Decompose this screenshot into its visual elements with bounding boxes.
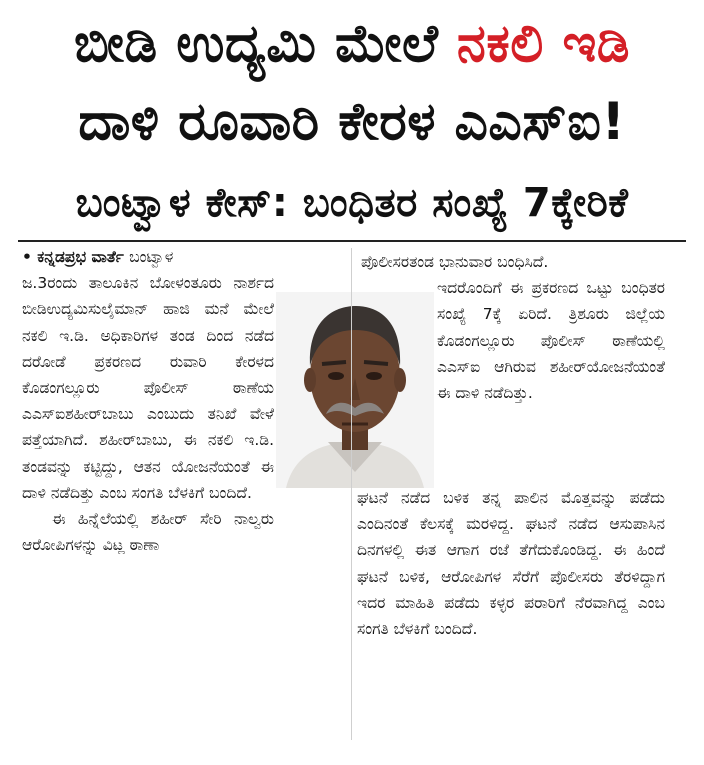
- article-paragraph-3: ಇದರೊಂದಿಗೆ ಈ ಪ್ರಕರಣದ ಒಟ್ಟು ಬಂಧಿತರ ಸಂಖ್ಯೆ 7ಕ್ಕೆ ಏರಿದೆ. ತ್ರಿಶೂರು ಜಿಲ್ಲೆಯ ಕೊಡಂಗಲ್ಲೂರು ಪೊಲೀಸ್ ಠಾಣೆಯಲ್ಲಿ ಎಎಸ್ಐ ಆಗಿರುವ ಶಹೀರ್‌ಯೋಜನೆಯಂತೆ ಈ ದಾಳಿ ನಡೆದಿತ್ತು.: [437, 279, 665, 403]
- headline-part-red: ನಕಲಿ ಇಡಿ: [456, 14, 631, 74]
- article-paragraph-3-first-line: ಪೊಲೀಸರತಂಡ ಭಾನುವಾರ ಬಂಧಿಸಿದೆ.: [361, 253, 549, 271]
- headline-line-1: [0, 12, 704, 76]
- accused-photo: [276, 292, 434, 488]
- article-column-right-bottom: [357, 485, 665, 642]
- article-column-right-top: [361, 249, 665, 406]
- byline: [22, 244, 274, 270]
- column-divider: [351, 248, 352, 740]
- headline-divider: [18, 240, 686, 242]
- article-paragraph-2: ಈ ಹಿನ್ನೆಲೆಯಲ್ಲಿ ಶಹೀರ್ ಸೇರಿ ನಾಲ್ವರು ಆರೋಪಿಗಳನ್ನು ವಿಟ್ಲ ಠಾಣಾ: [22, 510, 274, 555]
- article-column-left: [22, 244, 274, 558]
- portrait-illustration: [276, 292, 434, 488]
- headline-line-2: ದಾಳಿ ರೂವಾರಿ ಕೇರಳ ಎಎಸ್‌ಐ!: [78, 92, 626, 152]
- article-paragraph-4: ಘಟನೆ ನಡೆದ ಬಳಿಕ ತನ್ನ ಪಾಲಿನ ಮೊತ್ತವನ್ನು ಪಡೆದು ಎಂದಿನಂತೆ ಕೆಲಸಕ್ಕೆ ಮರಳಿದ್ದ. ಘಟನೆ ನಡೆದ ಆಸುಪಾಸಿನ ದಿನಗಳಲ್ಲಿ ಈತ ಆಗಾಗ ರಜೆ ತೆಗೆದುಕೊಂಡಿದ್ದ. ಈ ಹಿಂದೆ ಘಟನೆ ಬಳಿಕ, ಆರೋಪಿಗಳ ಸೆರೆಗೆ ಪೊಲೀಸರು ತೆರಳಿದ್ದಾಗ ಇದರ ಮಾಹಿತಿ ಪಡೆದು ಕಳ್ಳರ ಪರಾರಿಗೆ ನೆರವಾಗಿದ್ದ ಎಂಬ ಸಂಗತಿ ಬೆಳಕಿಗೆ ಬಂದಿದೆ.: [357, 489, 665, 639]
- article-paragraph-1: ಜ.3ರಂದು ತಾಲೂಕಿನ ಬೋಳಂತೂರು ನಾರ್ಶದ ಬೀಡಿಉದ್ಯಮಿಸುಲೈಮಾನ್ ಹಾಜಿ ಮನೆ ಮೇಲೆ ನಕಲಿ ಇ.ಡಿ. ಅಧಿಕಾರಿಗಳ ತಂಡ ದಿಂದ ನಡೆದ ದರೋಡೆ ಪ್ರಕರಣದ ರುವಾರಿ ಕೇರಳದ ಕೊಡಂಗಲ್ಲೂರು ಪೊಲೀಸ್ ಠಾಣೆಯ ಎಎಸ್ಐಶಹೀರ್‌ಬಾಬು ಎಂಬುದು ತನಿಖೆ ವೇಳೆ ಪತ್ತೆಯಾಗಿದೆ. ಶಹೀರ್‌ಬಾಬು, ಈ ನಕಲಿ ಇ.ಡಿ. ತಂಡವನ್ನು ಕಟ್ಟಿದ್ದು, ಆತನ ಯೋಜನೆಯಂತೆ ಈ ದಾಳಿ ನಡೆದಿತ್ತು ಎಂಬ ಸಂಗತಿ ಬೆಳಕಿಗೆ ಬಂದಿದೆ.: [22, 274, 274, 502]
- byline-source: • ಕನ್ನಡಪ್ರಭ ವಾರ್ತೆ: [22, 248, 124, 266]
- headline-part-black: ಬೀಡಿ ಉದ್ಯಮಿ ಮೇಲೆ: [73, 14, 439, 74]
- subheadline: ಬಂಟ್ವಾಳ ಕೇಸ್: ಬಂಧಿತರ ಸಂಖ್ಯೆ 7ಕ್ಕೇರಿಕೆ: [75, 180, 629, 226]
- byline-place: ಬಂಟ್ವಾಳ: [129, 248, 174, 266]
